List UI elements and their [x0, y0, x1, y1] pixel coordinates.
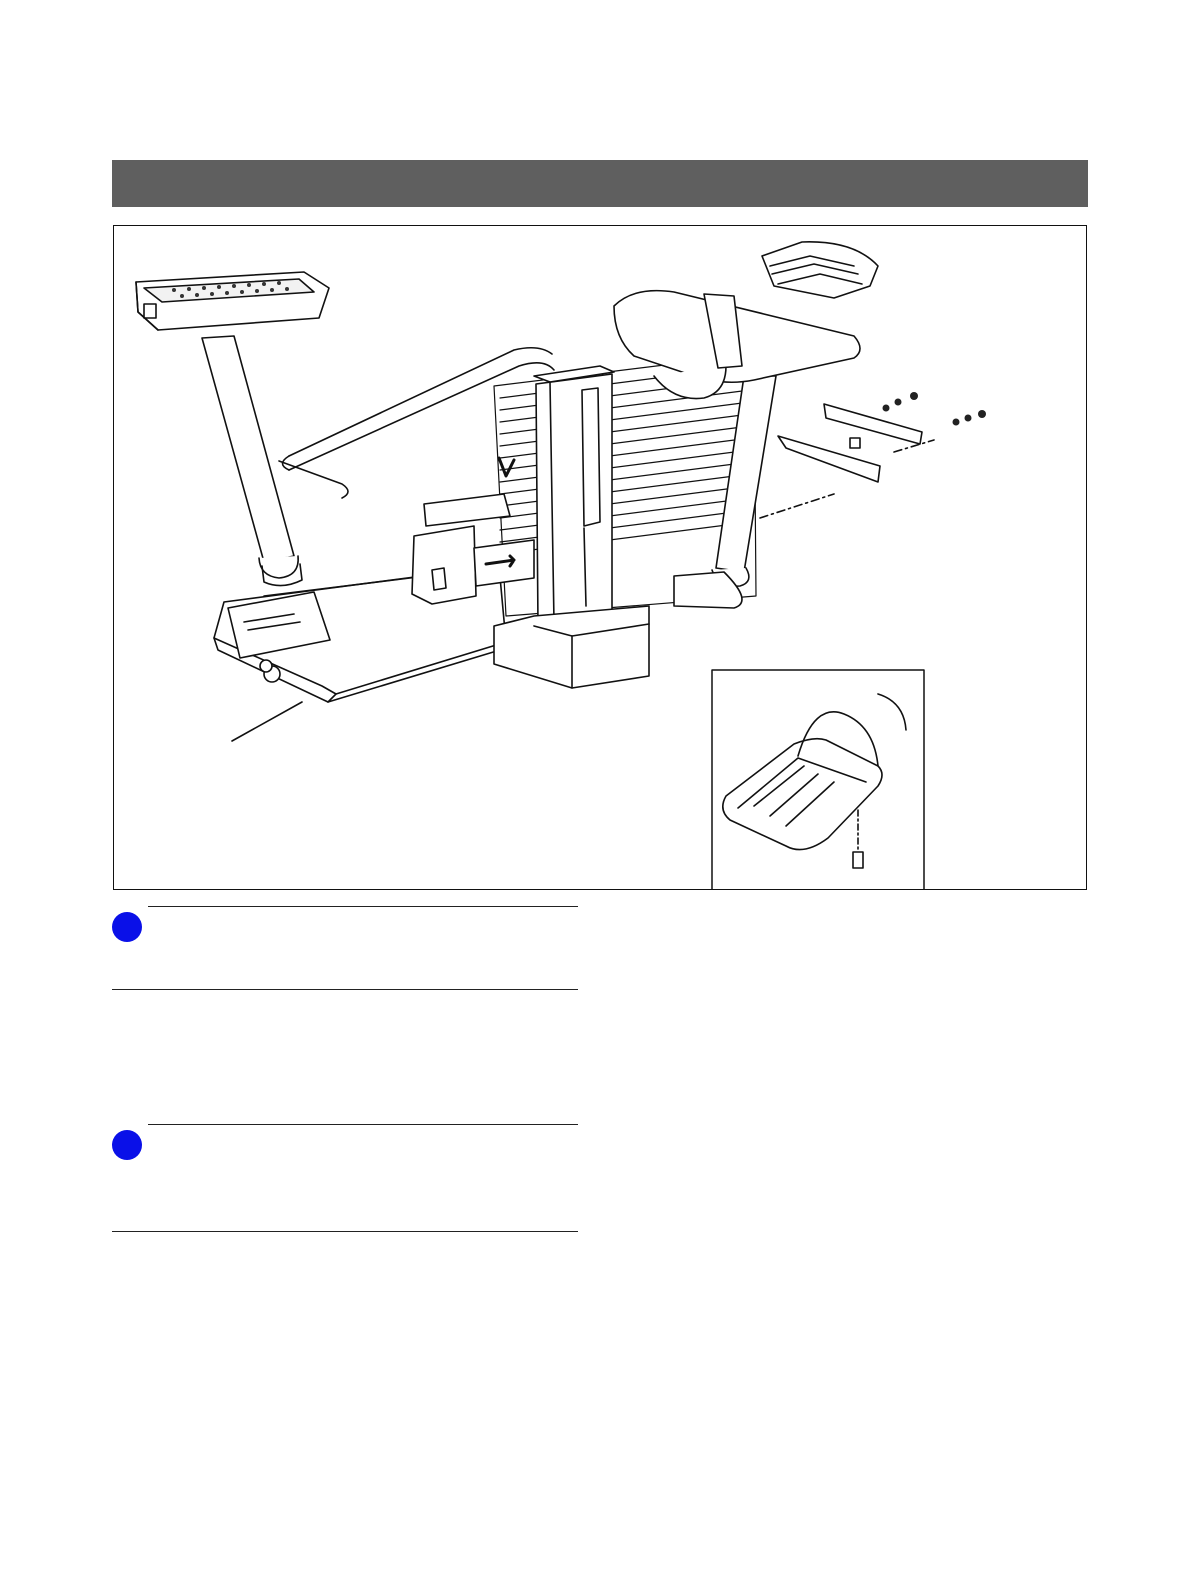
section-title	[112, 172, 124, 194]
unit-illustration	[114, 226, 1087, 890]
note-bottom-divider	[112, 989, 578, 990]
note-block-1	[112, 906, 578, 990]
pedestal-block	[494, 606, 649, 688]
vertical-housing	[534, 366, 614, 626]
section-title-bar	[112, 160, 1088, 207]
info-dot-icon	[112, 912, 142, 942]
note-block-2	[112, 1124, 578, 1232]
note-top-divider	[148, 906, 578, 907]
note-bottom-divider	[112, 1231, 578, 1232]
left-support-column	[202, 336, 302, 586]
instrument-tray	[136, 272, 329, 330]
callout-leader	[232, 702, 302, 741]
mounting-brackets	[760, 392, 986, 518]
note-top-divider	[148, 1124, 578, 1125]
detail-inset	[712, 670, 924, 890]
figure-frame	[113, 225, 1087, 890]
info-dot-icon	[112, 1130, 142, 1160]
